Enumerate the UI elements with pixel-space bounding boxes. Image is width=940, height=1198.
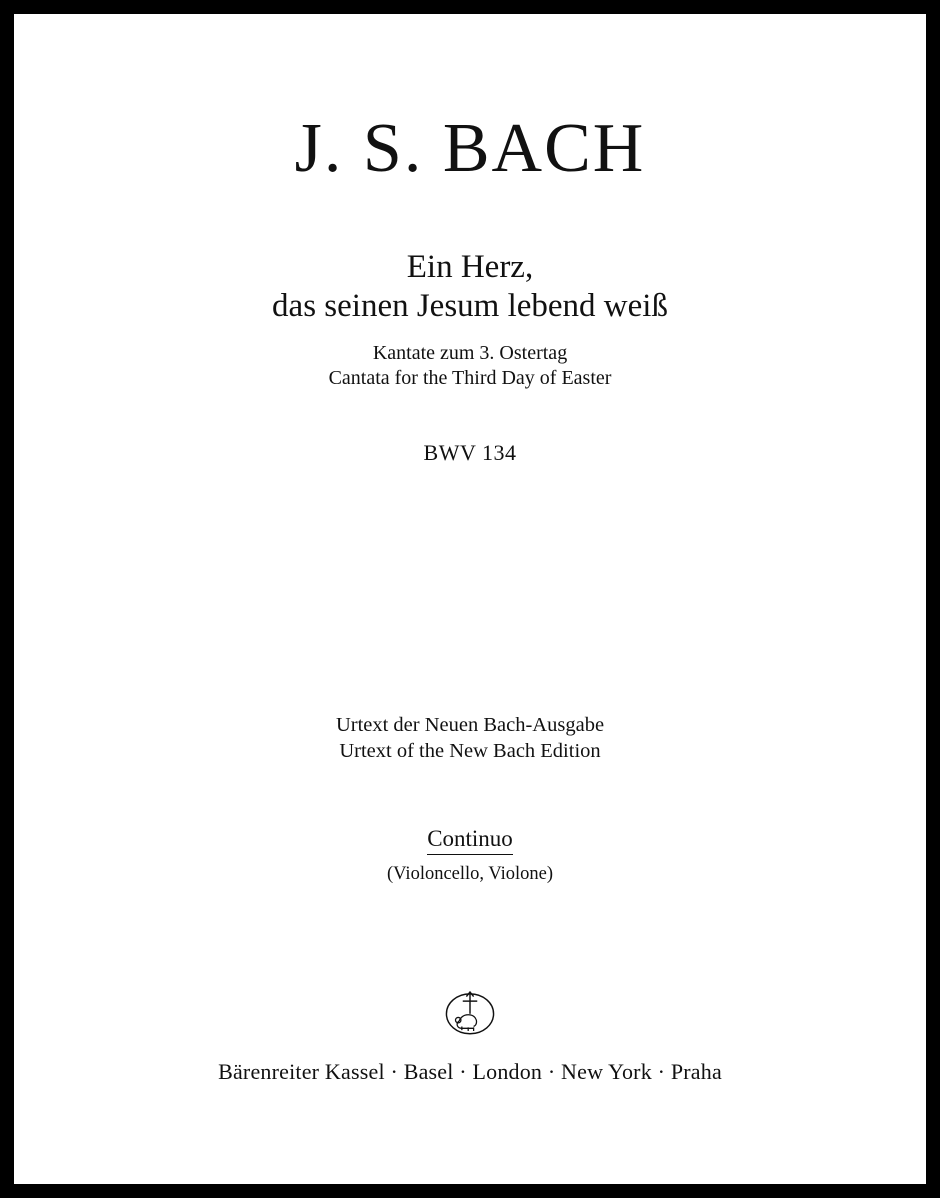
catalogue-number: BWV 134	[423, 439, 517, 465]
edition-note-german: Urtext der Neuen Bach-Ausgabe	[335, 713, 605, 736]
part-instruments: (Violoncello, Violone)	[387, 864, 553, 885]
work-title	[272, 248, 668, 392]
work-title-line-1: Ein Herz,	[406, 248, 534, 285]
publisher-line: Bärenreiter Kassel · Basel · London · New York · Praha	[218, 1059, 722, 1085]
cover-content	[14, 14, 926, 1184]
composer-name: J. S. BACH	[294, 110, 646, 187]
edition-note-english: Urtext of the New Bach Edition	[339, 740, 601, 763]
part-name: Continuo	[427, 826, 513, 855]
work-title-line-2: das seinen Jesum lebend weiß	[272, 288, 668, 325]
subtitle-german: Kantate zum 3. Ostertag	[372, 341, 568, 364]
page-sheet	[14, 14, 926, 1184]
subtitle-english: Cantata for the Third Day of Easter	[328, 367, 612, 390]
baerenreiter-lamb-logo-icon	[441, 983, 499, 1041]
part-designation	[387, 826, 553, 885]
